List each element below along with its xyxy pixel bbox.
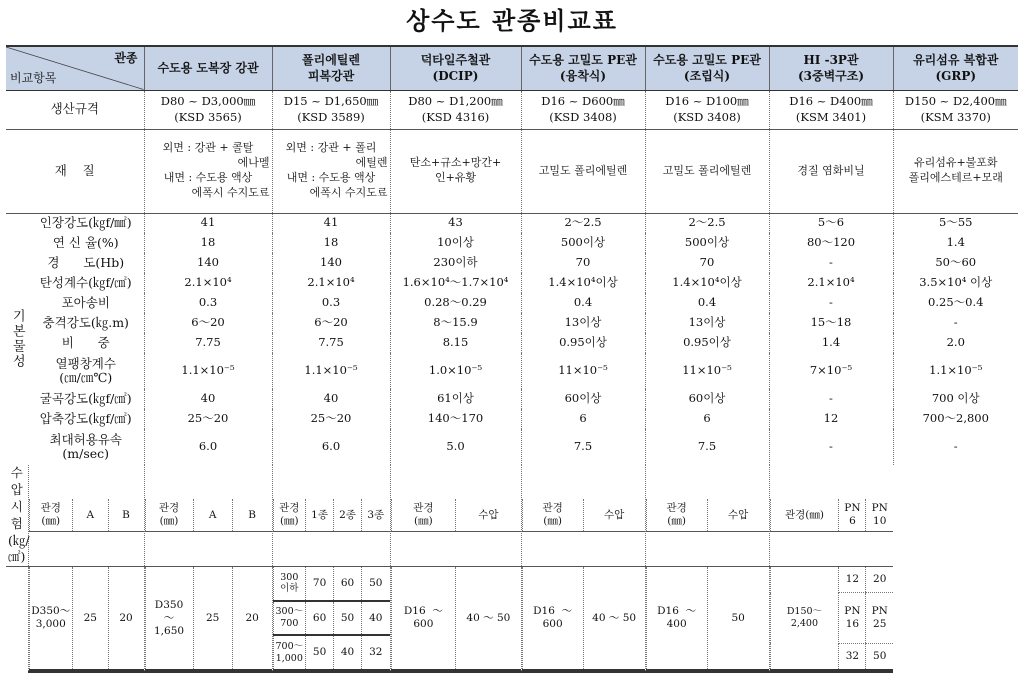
property-value: 13이상 [521,313,645,333]
page-title: 상수도 관종비교표 [406,7,618,35]
property-value: 5～6 [769,213,893,233]
property-value: 0.4 [521,293,645,313]
water-test-header-row [6,465,1018,567]
property-label: 열팽창계수 (㎝/㎝℃) [55,355,116,385]
property-value: - [769,253,893,273]
property-value: 2～2.5 [521,213,645,233]
property-value: 0.3 [144,293,272,313]
property-value: 6.0 [144,429,272,465]
property-value: 2.1×10⁴ [272,273,390,293]
property-value: 40 [272,389,390,409]
water-test-c2-values: D350 ～ 1,650 25 20 [144,567,272,673]
property-value: 0.4 [645,293,769,313]
property-value: 1.4 [769,333,893,353]
property-value: 1.0×10⁻⁵ [390,353,521,389]
property-row [6,429,1018,465]
col-header-5: 수도용 고밀도 PE관 (조립식) [645,46,769,90]
properties-body [6,213,1018,465]
property-value: 6 [521,409,645,429]
property-value: 140 [272,253,390,273]
property-row [6,333,1018,353]
property-value: 11×10⁻⁵ [645,353,769,389]
col-header-1: 수도용 도복장 강관 [144,46,272,90]
material-cell: 탄소+규소+망간+ 인+유황 [390,129,521,213]
property-value: 700 이상 [893,389,1018,409]
property-value: 0.25～0.4 [893,293,1018,313]
col-header-3: 덕타일주철관 (DCIP) [390,46,521,90]
property-value: 12 [769,409,893,429]
property-value: 7.75 [272,333,390,353]
water-test-c5-head: 관경 (㎜) 수압 [521,465,645,567]
property-value: - [893,429,1018,465]
property-value: 0.3 [272,293,390,313]
property-value: 60이상 [521,389,645,409]
property-value: 6.0 [272,429,390,465]
material-cell: 경질 염화비닐 [769,129,893,213]
property-value: 2～2.5 [645,213,769,233]
col-header-7: 유리섬유 복합관 (GRP) [893,46,1018,90]
property-label: 굴곡강도(㎏f/㎠) [39,390,132,406]
property-value: 500이상 [521,233,645,253]
spec-cell: D16 ~ D600㎜ (KSD 3408) [521,90,645,129]
spec-cell: D80 ~ D1,200㎜ (KSD 4316) [390,90,521,129]
property-value: 43 [390,213,521,233]
spec-row [6,90,1018,129]
property-value: 140 [144,253,272,273]
col-header-6: HI -3P관 (3중벽구조) [769,46,893,90]
spec-cell: D16 ~ D100㎜ (KSD 3408) [645,90,769,129]
property-value: 50～60 [893,253,1018,273]
property-row [6,353,1018,389]
property-label: 경 도(Hb) [47,254,125,270]
property-value: 18 [272,233,390,253]
property-value: 500이상 [645,233,769,253]
property-value: 25～20 [144,409,272,429]
property-value: 6～20 [144,313,272,333]
property-value: 7.5 [645,429,769,465]
property-value: 0.95이상 [521,333,645,353]
property-value: 1.1×10⁻⁵ [272,353,390,389]
water-test-c6-values: D16 ～ 400 50 [645,567,769,673]
property-value: 60이상 [645,389,769,409]
property-row [6,389,1018,409]
water-test-c6-head: 관경 (㎜) 수압 [645,465,769,567]
property-value: - [769,389,893,409]
property-value: 5～55 [893,213,1018,233]
property-value: 18 [144,233,272,253]
corner-bottom-label: 비교항목 [10,71,57,86]
property-value: 1.6×10⁴～1.7×10⁴ [390,273,521,293]
property-value: 6～20 [272,313,390,333]
header-corner [6,46,144,90]
material-cell: 외면 : 강관 + 콜탈 에나멜 내면 : 수도용 액상 에폭시 수지도료 [144,129,272,213]
col-header-2: 폴리에틸렌 피복강관 [272,46,390,90]
property-value: 1.1×10⁻⁵ [144,353,272,389]
spec-cell: D15 ~ D1,650㎜ (KSD 3589) [272,90,390,129]
water-test-c1-values: D350～ 3,000 25 20 [28,567,144,673]
water-test-c1-head: 관경 (㎜) A B [28,465,144,567]
property-label: 인장강도(㎏f/㎟) [39,215,132,231]
property-value: 6 [645,409,769,429]
property-value: 1.1×10⁻⁵ [893,353,1018,389]
property-value: 70 [645,253,769,273]
property-value: - [893,313,1018,333]
property-value: 70 [521,253,645,273]
water-test-c7-values: D150～ 2,400 12 20 PN 16 PN 25 32 50 [769,567,893,673]
group-label: 기본물성 [9,309,25,370]
property-row [6,233,1018,253]
property-row [6,253,1018,273]
property-row [6,409,1018,429]
header-row [6,46,1018,90]
property-value: 7.5 [521,429,645,465]
water-test-c2-head: 관경 (㎜) A B [144,465,272,567]
property-value: 0.95이상 [645,333,769,353]
material-label: 재 질 [6,129,144,213]
water-test-values-row [6,567,1018,673]
property-value: 8～15.9 [390,313,521,333]
property-value: 140～170 [390,409,521,429]
property-value: 2.1×10⁴ [144,273,272,293]
water-test-c3-head: 관경 (㎜) 1종 2종 3종 [272,465,390,567]
spec-cell: D16 ~ D400㎜ (KSM 3401) [769,90,893,129]
property-value: 10이상 [390,233,521,253]
pipe-comparison-table [6,45,1018,673]
property-value: 11×10⁻⁵ [521,353,645,389]
property-value: 700～2,800 [893,409,1018,429]
property-value: 41 [144,213,272,233]
property-value: 2.1×10⁴ [769,273,893,293]
property-value: 15～18 [769,313,893,333]
material-cell: 고밀도 폴리에틸렌 [521,129,645,213]
property-value: 7×10⁻⁵ [769,353,893,389]
property-value: 41 [272,213,390,233]
property-value: 1.4×10⁴이상 [645,273,769,293]
water-test-c4-head: 관경 (㎜) 수압 [390,465,521,567]
water-test-label: 수압시험(㎏/㎠) [6,465,28,567]
property-row [6,313,1018,333]
material-cell: 유리섬유+불포화 폴리에스테르+모래 [893,129,1018,213]
property-value: 13이상 [645,313,769,333]
property-value: - [769,293,893,313]
property-row [6,293,1018,313]
property-label: 연 신 율(%) [52,234,119,250]
property-label: 포아송비 [61,294,110,310]
property-label: 탄성계수(㎏f/㎠) [39,274,132,290]
col-header-4: 수도용 고밀도 PE관 (융착식) [521,46,645,90]
property-label: 비 중 [61,334,110,350]
property-value: 61이상 [390,389,521,409]
property-label: 압축강도(㎏f/㎠) [39,410,132,426]
water-test-c4-values: D16 ～ 600 40 ～ 50 [390,567,521,673]
property-value: 25～20 [272,409,390,429]
spec-cell: D150 ~ D2,400㎜ (KSM 3370) [893,90,1018,129]
property-value: 1.4 [893,233,1018,253]
water-test-c3-values: 300 이하 70 60 50 300～ 700 60 50 40 700～ 1,000 50 40 32 [272,567,390,673]
property-value: 8.15 [390,333,521,353]
property-label: 충격강도(㎏.m) [42,314,129,330]
property-value: 5.0 [390,429,521,465]
property-value: - [769,429,893,465]
property-value: 0.28～0.29 [390,293,521,313]
material-row [6,129,1018,213]
property-row [6,213,1018,233]
property-value: 2.0 [893,333,1018,353]
property-row [6,273,1018,293]
spec-cell: D80 ~ D3,000㎜ (KSD 3565) [144,90,272,129]
property-value: 7.75 [144,333,272,353]
corner-top-label: 관종 [114,51,138,65]
spec-label: 생산규격 [6,90,144,129]
property-label: 최대허용유속 (m/sec) [49,431,122,461]
material-cell: 고밀도 폴리에틸렌 [645,129,769,213]
property-value: 1.4×10⁴이상 [521,273,645,293]
property-value: 80～120 [769,233,893,253]
water-test-c7-head: 관경(㎜) PN 6 PN 10 [769,465,893,567]
property-value: 40 [144,389,272,409]
property-value: 3.5×10⁴ 이상 [893,273,1018,293]
material-cell: 외면 : 강관 + 폴리 에틸렌 내면 : 수도용 액상 에폭시 수지도료 [272,129,390,213]
property-value: 230이하 [390,253,521,273]
water-test-c5-values: D16 ～ 600 40 ～ 50 [521,567,645,673]
